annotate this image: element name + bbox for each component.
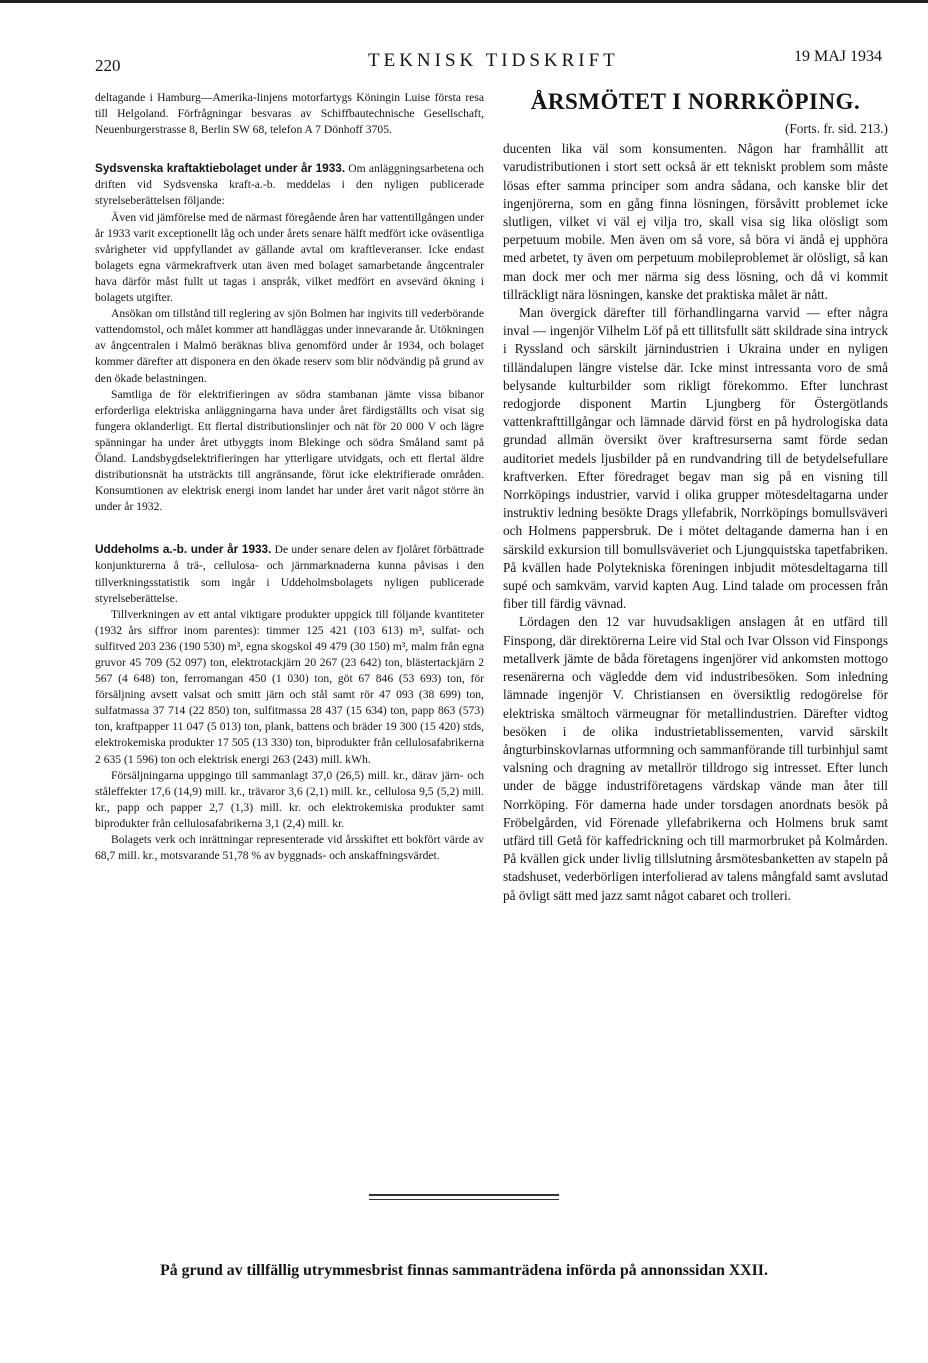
divider-rule [369, 1199, 559, 1200]
sydsvenska-lead: Om anläggningsarbetena och driften vid Sydsvenska kraft-a.-b. meddelas i den nyligen publicerade styrelseberättelsen följande: [95, 162, 484, 208]
page-top-rule [0, 0, 928, 3]
right-column [503, 88, 888, 905]
uddeholm-paragraph: Tillverkningen av ett antal viktigare produkter uppgick till följande kvantiteter (1932 års siffror inom parentes): timmer 125 421 (103 613) m³, sulfat- och sulfitved 203 236 (190 530) m³, egna skogskol 49 479 (30 150) m³, malm från egna gruvor 45 709 (52 097) ton, elektrotackjärn 20 267 (23 642) ton, blästertackjärn 2 567 (4 648) ton, ferromangan 450 (1 030) ton, göt 67 846 (53 693) ton, för försäljning avsett valsat och smitt järn och stål samt rör 47 093 (38 699) ton, sulfatmassa 37 714 (22 850) ton, sulfitmassa 28 437 (15 634) ton, papp 863 (573) ton, kraftpapper 11 047 (5 013) ton, plank, battens och bräder 19 300 (15 420) stds, elektrokemiska produkter 17 505 (13 330) ton, biprodukter från cellulosafabrikerna 2 635 (1 596) ton och elektrisk energi 263 (243) mill. kWh. [95, 607, 484, 766]
uddeholm-heading: Uddeholms a.-b. under år 1933. [95, 542, 272, 557]
sydsvenska-lead-paragraph [95, 160, 484, 209]
sydsvenska-paragraph: Samtliga de för elektrifieringen av södra stambanan jämte vissa bibanor erforderliga elektriska anläggningarna hava under året färdigställts och visat sig fungera oklanderligt. Ett flertal distributionslinjer och nät för 20 000 V och lägre spänningar ha under året utbyggts inom Blekinge och södra Småland samt på Öland. Landsbygdselektrifieringen har ytterligare utvidgats, och ett flertal äldre distributionsnät ha utsträckts till angränsande, förut icke elektrifierade områden. Konsumtionen av elektrisk energi inom landet har under året varit något större än under år 1932. [95, 387, 484, 514]
footer-notice: På grund av tillfällig utrymmesbrist finnas sammanträdena införda på annonssidan XXII. [160, 1262, 768, 1279]
article-paragraph: Lördagen den 12 var huvudsakligen anslagen åt en utfärd till Finspong, där direktörerna Leire vid Stal och Ivar Olsson vid Finspongs metallverk jämte de båda företagens ingenjörer vid ankomsten mottogo resenärerna och vägledde dem vid industribesöken. Som inledning lämnade ingenjör V. Christiansen en översiktlig redogörelse för elektriska smältoch värmeugnar för metallindustrien. Därefter vidtog besöken i de olika industrietablissementen, varvid särskilt ångturbinskovlarnas utformning och sammanförande till turbinhjul samt valsning och dragning av metallrör tilldrogo sig intresset. Efter lunch under de bägge industriföretagens värdskap vände man åter till Norrköping. För damerna hade under torsdagen anordnats besök på Fröbelgården, vid Förenade yllefabrikerna och Holmens bruk samt utfärd till Getå för kaffedrickning och till marmorbruket på Kolmården. På kvällen gick under livlig tillslutning årsmötesbanketten av stapeln på stadshuset, vederbörligen interfolierad av talens mångfald samt avslutad på övligt sätt med jazz samt något cabaret och trolleri. [503, 614, 888, 903]
uddeholm-lead-paragraph [95, 541, 484, 606]
article-paragraph: Man övergick därefter till förhandlingarna varvid — efter några inval — ingenjör Vilhelm Löf på ett tillitsfullt sätt skildrade sina intryck i Ryssland och särskilt järnindustrien i Ukraina under en nyligen tilländalupen längre vistelse där. Icke minst intressanta voro de små belysande kulturbilder som rikligt förekommo. Efter lunchrast redogjorde disponent Martin Ljungberg för Östergötlands vattenkrafttillgångar och lämnade därvid först en på hydrologiska data grundad allmän översikt över kraftresurserna samt förde sedan auditoriet medels ljusbilder på en rundvandring till de betydelsefullare kraftverken. Efter föredraget begav man sig på en visning till Norrköpings industrier, varvid i olika grupper mötesdeltagarna under instruktiv ledning besökte Drags yllefabrik, Norrköpings bomullsväveri och Holmens pappersbruk. De i mötet deltagande damerna han i en särskild exkursion till bomullsväveriet och Ljungquistska tapetfabriken. På kvällen hade Polytekniska föreningen inbjudit mötesdeltagarna till supé och samkväm, varvid kapten Aug. Lind talade om processen från fiber till färdig vävnad. [503, 305, 888, 612]
article-paragraph: ducenten lika väl som konsumenten. Någon har framhållit att varudistributionen i stort sett också är ett tekniskt problem som måste lösas efter samma principer som andra sådana, och kanske blir det ingenjörerna, som en gång finna lösningen, försåvitt problemet icke slutligen, vilket vi väl ej vilja tro, skall visa sig lika olösligt som perpetuum mobile. Men även om så vore, så böra vi ändå ej upphöra med arbetet, ty även om perpetuum mobileproblemet är olösligt, så kan man dock mer och mer närma sig dess lösning, och då vi kommit tillräckligt nära lösningen, kanske det praktiska målet är nått. [503, 141, 888, 302]
continued-note: (Forts. fr. sid. 213.) [784, 121, 888, 136]
sydsvenska-heading: Sydsvenska kraftaktiebolaget under år 1933. [95, 161, 346, 176]
page-number: 220 [95, 56, 121, 75]
intro-paragraph: deltagande i Hamburg—Amerika-linjens motorfartygs Köningin Luise första resa till Helgoland. Förfrågningar besvaras av Schiffbautechnische Gesellschaft, Neuenburgerstrasse 8, Berlin SW 68, telefon A 7 Dönhoff 3705. [95, 91, 484, 137]
divider-rule [369, 1194, 559, 1196]
uddeholm-paragraph: Försäljningarna uppgingo till sammanlagt 37,0 (26,5) mill. kr., därav järn- och ståleffekter 17,6 (14,9) mill. kr., trävaror 3,6 (2,1) mill. kr., cellulosa 9,5 (5,2) mill. kr., papp och papper 2,7 (1,3) mill. kr. och elektrokemiska produkter samt biprodukter från cellulosafabrikerna 3,1 (2,4) mill. kr. [95, 768, 484, 830]
uddeholm-paragraph: Bolagets verk och inrättningar representerade vid årsskiftet ett bokfört värde av 68,7 mill. kr., motsvarande 51,78 % av byggnads- och anskaffningsvärdet. [95, 833, 484, 863]
issue-date: 19 MAJ 1934 [794, 48, 883, 65]
uddeholm-lead: De under senare delen av fjolåret förbättrade konjunkturerna å trä-, cellulosa- och järnmarknaderna kunna påvisas i den tillverkningsstatistik som ingår i Uddeholmsbolagets nyligen publicerade styrelseberättelse. [95, 543, 484, 605]
sydsvenska-paragraph: Ansökan om tillstånd till reglering av sjön Bolmen har ingivits till vederbörande vattendomstol, och målet kommer att handläggas under innevarande år. Utökningen av ångcentralen i Malmö beräknas bliva genomförd under år 1934, och bolaget kommer därefter att disponera en den ökade reserv som blir nödvändig på grund av den ökade belastningen. [95, 307, 484, 385]
journal-title: TEKNISK TIDSKRIFT [368, 50, 619, 71]
section-spacer [95, 515, 484, 541]
left-column [95, 90, 484, 864]
article-title: ÅRSMÖTET I NORRKÖPING. [530, 89, 861, 114]
sydsvenska-paragraph: Även vid jämförelse med de närmast föregående åren har vattentillgången under år 1933 varit exceptionellt låg och under årets senare hälft medfört icke oväsentliga svårigheter vid uppfyllandet av gällande avtal om kraftleveranser. Icke endast bolagets egna värmekraftverk utan även med bolaget samarbetande ångcentraler hava därför måst fullt ut tagas i anspråk, vilket medfört en avsevärd ökning i bolagets utgifter. [95, 210, 484, 305]
section-spacer [95, 138, 484, 160]
